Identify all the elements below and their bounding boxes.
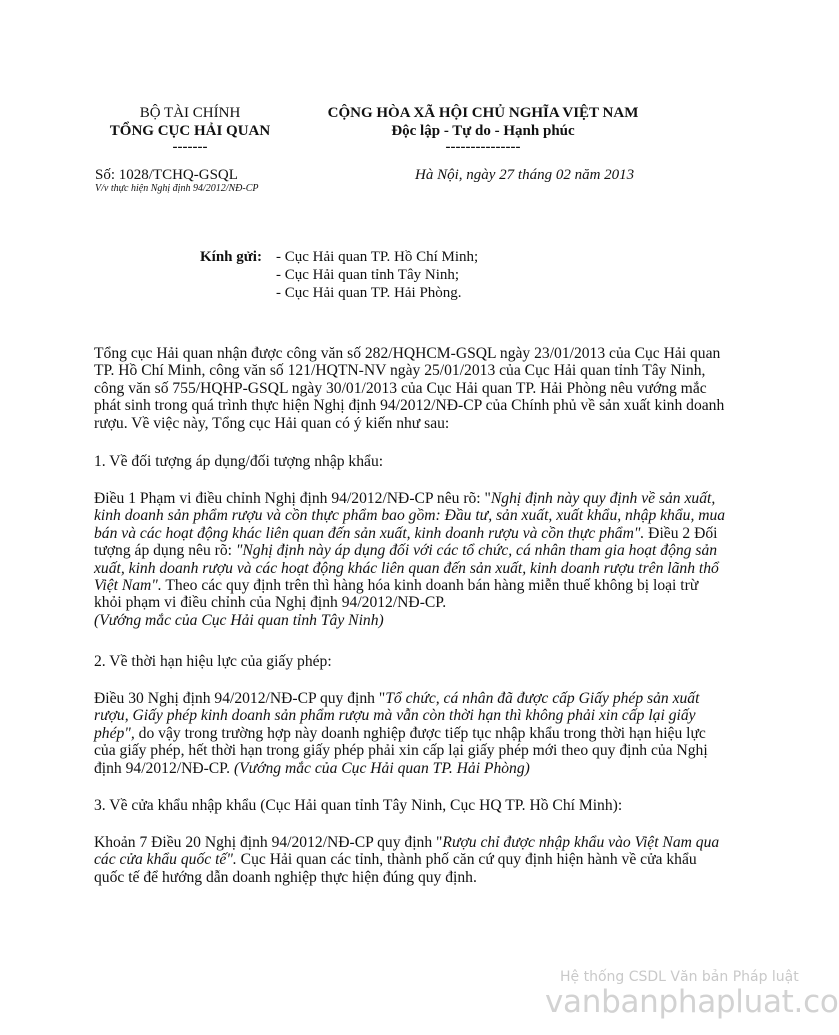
source-note: (Vướng mắc của Cục Hải quan TP. Hải Phòng) bbox=[233, 759, 530, 777]
quoted-text: Nghị định này quy định về sản xuất, kinh doanh sản phẩm rượu và cồn thực phẩm bao gồm: Đầu tư, sản xuất, xuất khẩu, nhập khẩu, mua bán và các hoạt động khác liên quan đến sản xuất, kinh doanh rượu và cồn thực phẩm". bbox=[94, 490, 726, 542]
paragraph-text: Theo các quy định trên thì hàng hóa kinh doanh bán hàng miễn thuế không bị loại trừ khỏi phạm vi điều chỉnh của Nghị định 94/2012/NĐ-CP. bbox=[94, 577, 699, 612]
motto: Độc lập - Tự do - Hạnh phúc bbox=[391, 123, 575, 139]
watermark-site: vanbanphapluat.co bbox=[545, 984, 839, 1020]
national-header bbox=[283, 104, 683, 154]
section-heading-1: 1. Về đối tượng áp dụng/đối tượng nhập khẩu: bbox=[94, 453, 384, 470]
paragraph-text: Điều 1 Phạm vi điều chỉnh Nghị định 94/2012/NĐ-CP nêu rõ: " bbox=[94, 490, 491, 507]
section-heading-2: 2. Về thời hạn hiệu lực của giấy phép: bbox=[94, 653, 332, 670]
source-note: (Vướng mắc của Cục Hải quan tỉnh Tây Ninh) bbox=[94, 611, 384, 629]
watermark-caption: Hệ thống CSDL Văn bản Pháp luật bbox=[560, 969, 799, 985]
quoted-text: Rượu chỉ được nhập khẩu vào Việt Nam qua các cửa khẩu quốc tế". bbox=[94, 834, 720, 869]
ministry-name: BỘ TÀI CHÍNH bbox=[139, 105, 241, 121]
section-paragraph-3 bbox=[94, 834, 726, 886]
document-number: Số: 1028/TCHQ-GSQL bbox=[95, 167, 238, 183]
issuer-block bbox=[95, 104, 285, 154]
document-subject: V/v thực hiện Nghị định 94/2012/NĐ-CP bbox=[95, 183, 259, 194]
department-name: TỔNG CỤC HẢI QUAN bbox=[109, 123, 271, 139]
recipient-item: - Cục Hải quan TP. Hải Phòng. bbox=[276, 285, 462, 301]
section-heading-3: 3. Về cửa khẩu nhập khẩu (Cục Hải quan tỉnh Tây Ninh, Cục HQ TP. Hồ Chí Minh): bbox=[94, 797, 623, 814]
intro-paragraph: Tổng cục Hải quan nhận được công văn số 282/HQHCM-GSQL ngày 23/01/2013 của Cục Hải quan TP. Hồ Chí Minh, công văn số 121/HQTN-NV ngày 25/01/2013 của Cục Hải quan tỉnh Tây Ninh, công văn số 755/HQHP-GSQL ngày 30/01/2013 của Cục Hải quan TP. Hải Phòng nêu vướng mắc phát sinh trong quá trình thực hiện Nghị định 94/2012/NĐ-CP của Chính phủ về sản xuất kinh doanh rượu. Về việc này, Tổng cục Hải quan có ý kiến như sau: bbox=[94, 345, 725, 432]
motto-rule: --------------- bbox=[445, 139, 521, 155]
section-paragraph-1 bbox=[94, 490, 726, 629]
nation-title: CỘNG HÒA XÃ HỘI CHỦ NGHĨA VIỆT NAM bbox=[327, 105, 639, 121]
paragraph-text: Điều 30 Nghị định 94/2012/NĐ-CP quy định " bbox=[94, 690, 386, 707]
issuer-rule: ------- bbox=[172, 139, 208, 155]
section-paragraph-2 bbox=[94, 690, 726, 777]
paragraph-text: Điều 2 Đối tượng áp dụng nêu rõ: bbox=[94, 524, 718, 560]
recipient-item: - Cục Hải quan tỉnh Tây Ninh; bbox=[276, 267, 460, 283]
recipient-item: - Cục Hải quan TP. Hồ Chí Minh; bbox=[276, 249, 479, 265]
place-date: Hà Nội, ngày 27 tháng 02 năm 2013 bbox=[415, 167, 635, 183]
paragraph-text: Khoản 7 Điều 20 Nghị định 94/2012/NĐ-CP quy định " bbox=[94, 834, 443, 851]
quoted-text: "Nghị định này áp dụng đối với các tổ chức, cá nhân tham gia hoạt động sản xuất, kinh doanh rượu và các hoạt động khác liên quan đến sản xuất, kinh doanh rượu trên lãnh thổ Việt Nam". bbox=[94, 542, 719, 595]
paragraph-text: Cục Hải quan các tỉnh, thành phố căn cứ quy định hiện hành về cửa khẩu quốc tế để hướng dẫn doanh nghiệp thực hiện đúng quy định. bbox=[94, 851, 697, 886]
quoted-text: Tổ chức, cá nhân đã được cấp Giấy phép sản xuất rượu, Giấy phép kinh doanh sản phẩm rượu mà vẫn còn thời hạn thì không phải xin cấp lại giấy phép", bbox=[94, 690, 700, 742]
recipients-label: Kính gửi: bbox=[200, 249, 262, 265]
paragraph-text: do vậy trong trường hợp này doanh nghiệp được tiếp tục nhập khẩu trong thời hạn hiệu lực của giấy phép, hết thời hạn trong giấy phép phải xin cấp lại giấy phép mới theo quy định của Nghị định 94/2012/NĐ-CP. bbox=[94, 724, 708, 777]
